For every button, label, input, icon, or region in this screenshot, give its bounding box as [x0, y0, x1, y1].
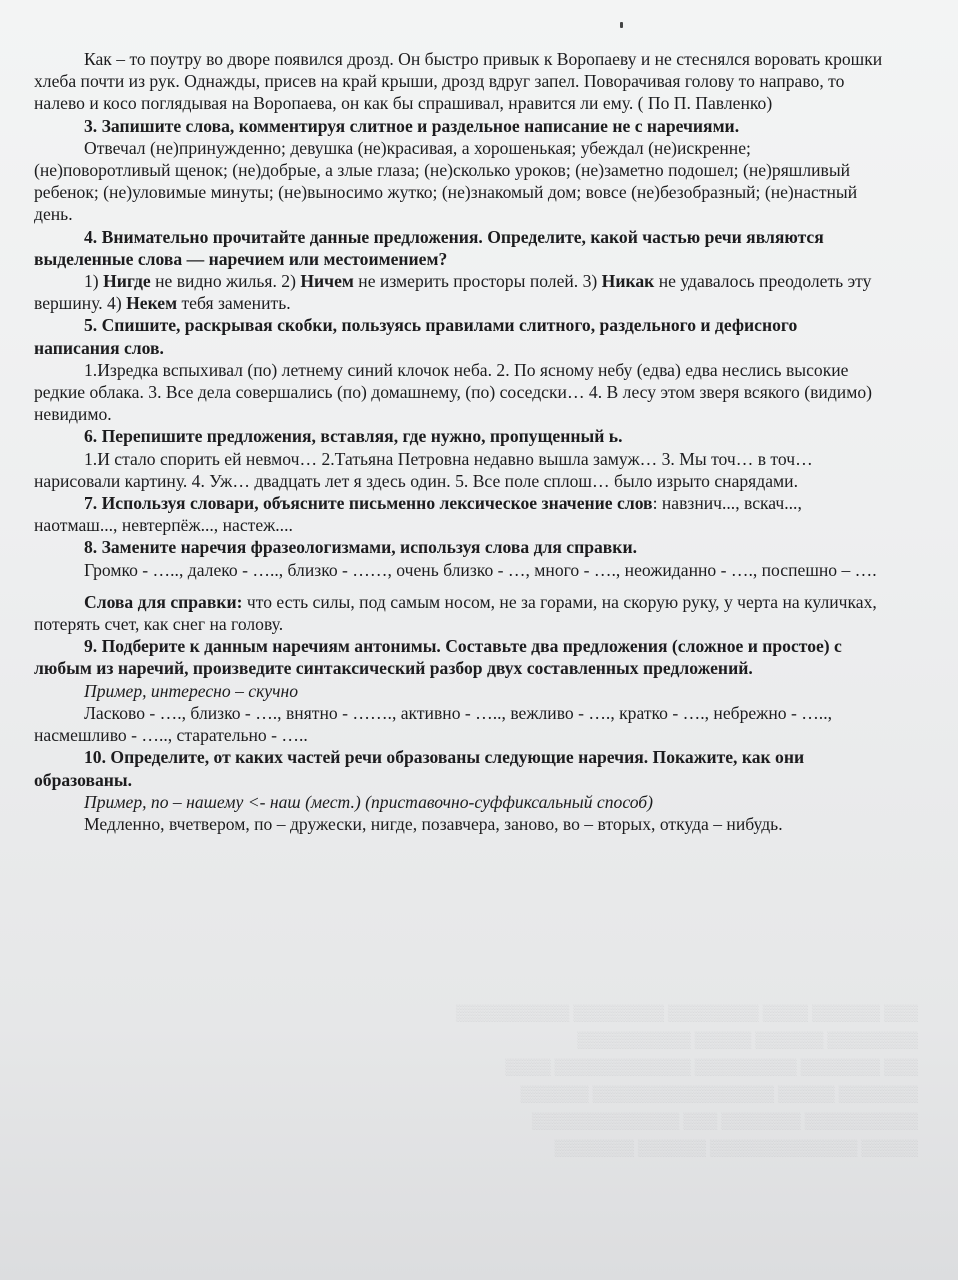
task-7-heading: 7. Используя словари, объясните письменно лексическое значение слов [84, 493, 653, 514]
task-4-s2-rest: не измерить просторы полей. 3) [353, 271, 602, 292]
spacer [34, 581, 886, 591]
show-through-texture: ▒▒▒ ▒▒▒▒▒▒ ▒▒▒▒ ▒▒▒▒▒▒▒▒ ▒▒▒▒▒▒▒▒ ▒▒▒▒▒▒▒▒▒▒ ▒▒▒▒▒▒▒▒ ▒▒▒▒▒▒ ▒▒▒▒▒ ▒▒▒▒▒▒▒▒▒▒ ▒▒▒ ▒▒▒▒▒▒▒ ▒▒▒▒▒▒▒▒▒ ▒▒▒▒▒▒▒▒▒▒▒▒ ▒▒▒▒ ▒▒▒▒▒▒▒ ▒▒▒▒▒ ▒▒▒▒▒▒▒▒▒▒▒▒▒▒▒▒ ▒▒▒▒▒▒ ▒▒▒▒▒▒▒▒▒▒ ▒▒▒▒▒▒▒ ▒▒▒ ▒▒▒▒▒▒▒▒▒▒▒▒▒ ▒▒▒▒▒ ▒▒▒▒▒▒▒▒▒▒▒▒▒ ▒▒▒▒▒▒ ▒▒▒▒▒▒▒ [455, 1005, 918, 1157]
task-9-heading: 9. Подберите к данным наречиям антонимы. Составьте два предложения (сложное и простое) с любым из наречий, произведите синтаксический разбор двух составленных предложений. [34, 636, 842, 679]
task-8-reference-label: Слова для справки: [84, 591, 243, 612]
task-7-paragraph [34, 492, 886, 536]
task-8-reference [34, 591, 886, 635]
task-4-s4-rest: тебя заменить. [177, 293, 291, 314]
task-4-word-1: Нигде [103, 271, 151, 292]
task-3-body: Отвечал (не)принужденно; девушка (не)красивая, а хорошенькая; убеждал (не)искренне; (не)поворотливый щенок; (не)добрые, а злые глаза; (не)сколько уроков; (не)заметно подошел; (не)ряшливый ребенок; (не)уловимые минуты; (не)выносимо жутко; (не)знакомый дом; вовсе (не)безобразный; (не)настный день. [34, 137, 858, 225]
task-7-body: : навзнич..., вскач..., наотмаш..., невтерпёж..., настеж.... [34, 493, 802, 536]
task-6-body: 1.И стало спорить ей невмоч… 2.Татьяна Петровна недавно вышла замуж… 3. Мы точ… в точ… нарисовали картину. 4. Уж… двадцать лет я здесь один. 5. Все поле сплош… было изрыто снарядами. [34, 448, 813, 491]
task-9-example: Пример, интересно – скучно [84, 680, 299, 701]
task-10-example: Пример, по – нашему <- наш (мест.) (приставочно-суффиксальный способ) [84, 791, 653, 812]
task-8-reference-words: что есть силы, под самым носом, не за горами, на скорую руку, у черта на куличках, потерять счет, как снег на голову. [34, 591, 877, 635]
intro-paragraph: Как – то поутру во дворе появился дрозд. Он быстро привык к Воропаеву и не стеснялся воровать крошки хлеба почти из рук. Однажды, присев на край крыши, дрозд вдруг запел. Поворачивая голову то направо, то налево и косо поглядывая на Воропаева, он как бы спрашивал, нравится ли ему. ( По П. Павленко) [34, 49, 883, 114]
task-4-body [34, 270, 886, 314]
document-text [34, 48, 886, 835]
task-4-word-2: Ничем [300, 271, 354, 292]
task-4-word-3: Никак [601, 271, 655, 292]
task-4-s3-rest: не удавалось преодолеть эту вершину. 4) [34, 271, 872, 314]
task-9-body: Ласково - …., близко - …., внятно - ……., активно - ….., вежливо - …., кратко - …., небрежно - ….., насмешливо - ….., старательно - ….. [34, 702, 832, 746]
task-3-heading: 3. Запишите слова, комментируя слитное и раздельное написание не с наречиями. [84, 115, 740, 136]
task-4-s1-rest: не видно жилья. 2) [150, 271, 301, 292]
task-6-heading: 6. Перепишите предложения, вставляя, где нужно, пропущенный ь. [84, 426, 623, 447]
task-8-heading: 8. Замените наречия фразеологизмами, используя слова для справки. [84, 537, 637, 558]
task-5-heading: 5. Спишите, раскрывая скобки, пользуясь правилами слитного, раздельного и дефисного написания слов. [34, 315, 798, 358]
task-8-body: Громко - ….., далеко - ….., близко - ……, очень близко - …, много - …., неожиданно - …., поспешно – …. [84, 559, 877, 580]
task-10-heading: 10. Определите, от каких частей речи образованы следующие наречия. Покажите, как они образованы. [34, 747, 805, 790]
task-4-word-4: Некем [126, 293, 178, 314]
task-4-s1-num: 1) [84, 271, 104, 292]
task-4-heading: 4. Внимательно прочитайте данные предложения. Определите, какой частью речи являются выделенные слова — наречием или местоимением? [34, 226, 824, 269]
task-5-body: 1.Изредка вспыхивал (по) летнему синий клочок неба. 2. По ясному небу (едва) едва неслись высокие редкие облака. 3. Все дела совершались (по) домашнему, (по) соседски… 4. В лесу этом зверя всякого (видимо) невидимо. [34, 359, 872, 425]
pen-mark [620, 22, 623, 28]
task-10-body: Медленно, вчетвером, по – дружески, нигде, позавчера, заново, во – вторых, откуда – нибудь. [84, 813, 783, 834]
